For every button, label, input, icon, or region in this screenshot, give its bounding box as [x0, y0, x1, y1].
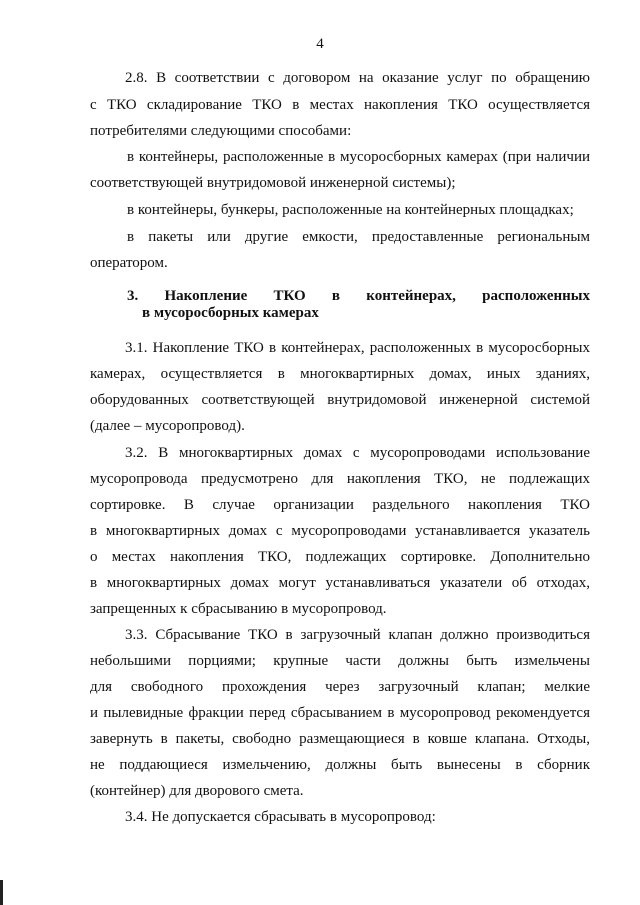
- paragraph-3-2-line-4: в многоквартирных домах с мусоропроводами устанавливается указатель: [90, 523, 590, 539]
- list-item-1-line-2: соответствующей внутридомовой инженерной системы);: [90, 175, 456, 191]
- paragraph-2-8-line-2: с ТКО складирование ТКО в местах накопления ТКО осуществляется: [90, 97, 590, 113]
- paragraph-3-3-line-5: завернуть в пакеты, свободно размещающиеся в ковше клапана. Отходы,: [90, 731, 590, 747]
- paragraph-3-2-line-7: запрещенных к сбрасыванию в мусоропровод.: [90, 601, 387, 617]
- paragraph-3-2-line-2: мусоропровода предусмотрено для накопления ТКО, не подлежащих: [90, 471, 590, 487]
- list-item-2: в контейнеры, бункеры, расположенные на контейнерных площадках;: [127, 202, 574, 218]
- paragraph-3-3-line-4: и пылевидные фракции перед сбрасыванием в мусоропровод рекомендуется: [90, 705, 590, 721]
- paragraph-3-3-line-3: для свободного прохождения через загрузочный клапан; мелкие: [90, 679, 590, 695]
- paragraph-3-1-line-4: (далее – мусоропровод).: [90, 418, 245, 434]
- paragraph-3-2-line-3: сортировке. В случае организации раздельного накопления ТКО: [90, 497, 590, 513]
- paragraph-3-2-line-1: 3.2. В многоквартирных домах с мусоропроводами использование: [125, 445, 590, 461]
- paragraph-3-1-line-3: оборудованных соответствующей внутридомовой инженерной системой: [90, 392, 590, 408]
- list-item-3-line-1: в пакеты или другие емкости, предоставленные региональным: [127, 229, 590, 245]
- paragraph-3-3-line-7: (контейнер) для дворового смета.: [90, 783, 304, 799]
- paragraph-3-2-line-5: о местах накопления ТКО, подлежащих сортировке. Дополнительно: [90, 549, 590, 565]
- paragraph-3-1-line-1: 3.1. Накопление ТКО в контейнерах, расположенных в мусоросборных: [125, 340, 590, 356]
- page-number: 4: [316, 36, 324, 52]
- paragraph-2-8-line-1: 2.8. В соответствии с договором на оказание услуг по обращению: [125, 70, 590, 86]
- paragraph-3-4: 3.4. Не допускается сбрасывать в мусоропровод:: [125, 809, 436, 825]
- paragraph-3-3-line-1: 3.3. Сбрасывание ТКО в загрузочный клапан должно производиться: [125, 627, 590, 643]
- paragraph-2-8-line-3: потребителями следующими способами:: [90, 123, 352, 139]
- section-3-heading-line-1: 3. Накопление ТКО в контейнерах, расположенных: [127, 288, 590, 304]
- paragraph-3-3-line-6: не поддающиеся измельчению, должны быть вынесены в сборник: [90, 757, 590, 773]
- scan-edge-mark: [0, 880, 3, 905]
- paragraph-3-2-line-6: в многоквартирных домах могут устанавливаться указатели об отходах,: [90, 575, 590, 591]
- paragraph-3-3-line-2: небольшими порциями; крупные части должны быть измельчены: [90, 653, 590, 669]
- section-3-heading-line-2: в мусоросборных камерах: [142, 305, 319, 321]
- list-item-1-line-1: в контейнеры, расположенные в мусоросборных камерах (при наличии: [127, 149, 590, 165]
- paragraph-3-1-line-2: камерах, осуществляется в многоквартирных домах, иных зданиях,: [90, 366, 590, 382]
- list-item-3-line-2: оператором.: [90, 255, 168, 271]
